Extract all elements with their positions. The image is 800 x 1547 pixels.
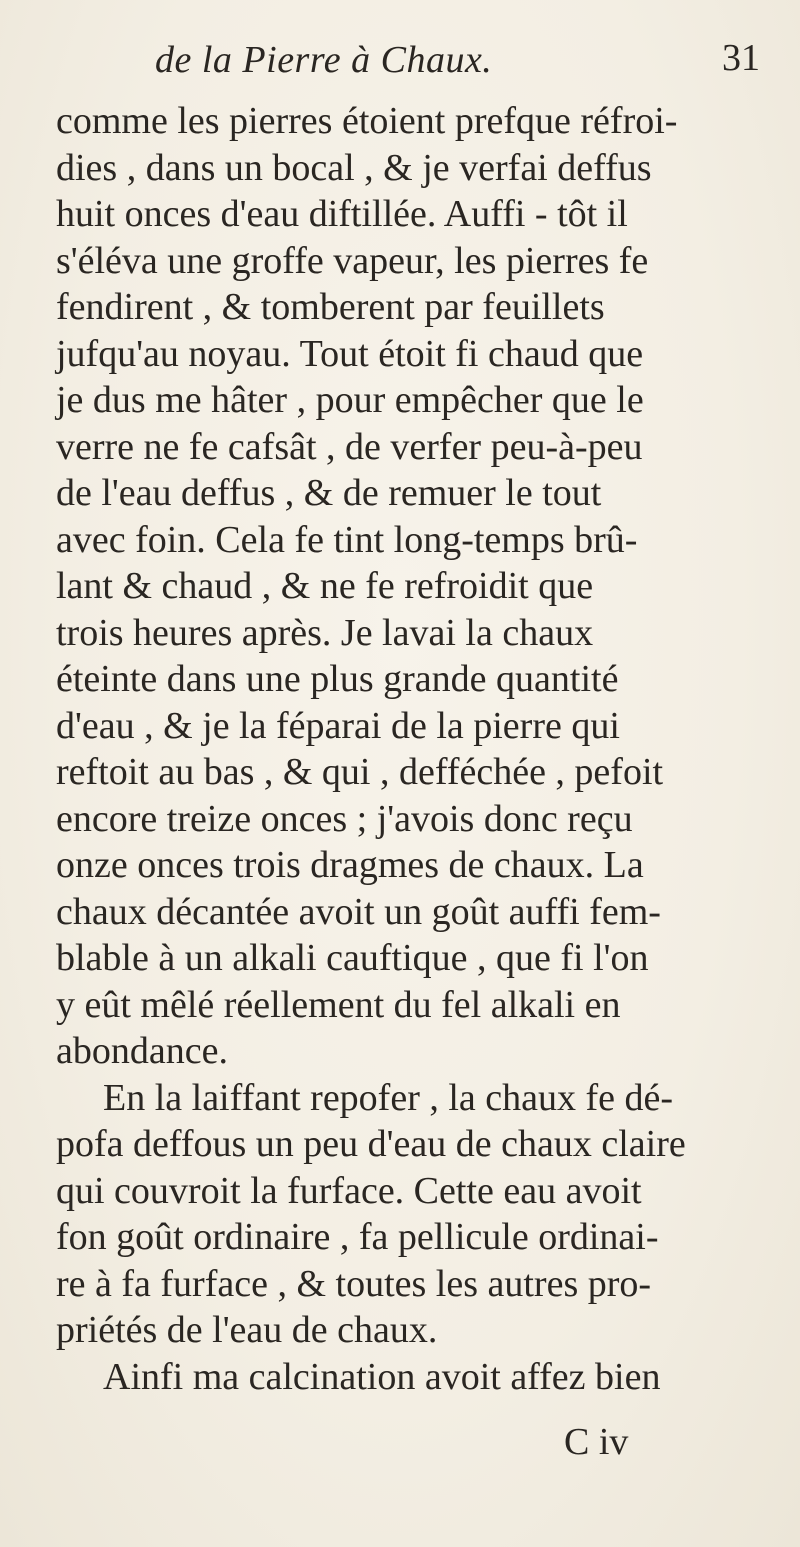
text-line: encore treize onces ; j'avois donc reçu	[56, 797, 633, 840]
paragraph-start-line: En la laiffant repofer , la chaux fe dé-	[103, 1076, 674, 1119]
page-number: 31	[722, 37, 760, 79]
paragraph-start-line: Ainfi ma calcination avoit affez bien	[103, 1355, 661, 1398]
text-line: reftoit au bas , & qui , defféchée , pefoit	[56, 751, 664, 793]
text-line: de l'eau deffus , & de remuer le tout	[56, 472, 602, 514]
text-line: fon goût ordinaire , fa pellicule ordinai-	[56, 1216, 659, 1258]
text-line: éteinte dans une plus grande quantité	[56, 658, 619, 700]
text-line: trois heures après. Je lavai la chaux	[56, 611, 594, 654]
text-line: priétés de l'eau de chaux.	[56, 1309, 438, 1351]
text-line: blable à un alkali cauftique , que fi l'on	[56, 937, 649, 979]
text-line: verre ne fe cafsât , de verfer peu-à-peu	[56, 425, 643, 468]
text-line: d'eau , & je la féparai de la pierre qui	[56, 704, 620, 747]
text-line: dies , dans un bocal , & je verfai deffus	[56, 146, 652, 189]
text-line: huit onces d'eau diftillée. Auffi - tôt il	[56, 193, 628, 235]
text-line: y eût mêlé réellement du fel alkali en	[56, 983, 621, 1026]
text-line: re à fa furface , & toutes les autres pro-	[56, 1262, 652, 1305]
text-line: fendirent , & tomberent par feuillets	[56, 286, 605, 328]
text-line: onze onces trois dragmes de chaux. La	[56, 844, 644, 886]
body-text	[56, 98, 800, 1400]
text-line: avec foin. Cela fe tint long-temps brû-	[56, 518, 638, 561]
text-line: chaux décantée avoit un goût auffi fem-	[56, 890, 661, 933]
text-line: je dus me hâter , pour empêcher que le	[56, 379, 644, 421]
text-line: lant & chaud , & ne fe refroidit que	[56, 565, 594, 607]
text-line: qui couvroit la furface. Cette eau avoit	[56, 1169, 642, 1212]
text-line: pofa deffous un peu d'eau de chaux claire	[56, 1123, 686, 1165]
running-head: de la Pierre à Chaux.	[155, 39, 493, 81]
signature-mark: C iv	[564, 1421, 629, 1463]
text-line: s'éléva une groffe vapeur, les pierres fe	[56, 239, 649, 282]
text-line: jufqu'au noyau. Tout étoit fi chaud que	[56, 332, 644, 375]
text-line: abondance.	[56, 1030, 228, 1072]
text-line: comme les pierres étoient prefque réfroi-	[56, 100, 678, 142]
